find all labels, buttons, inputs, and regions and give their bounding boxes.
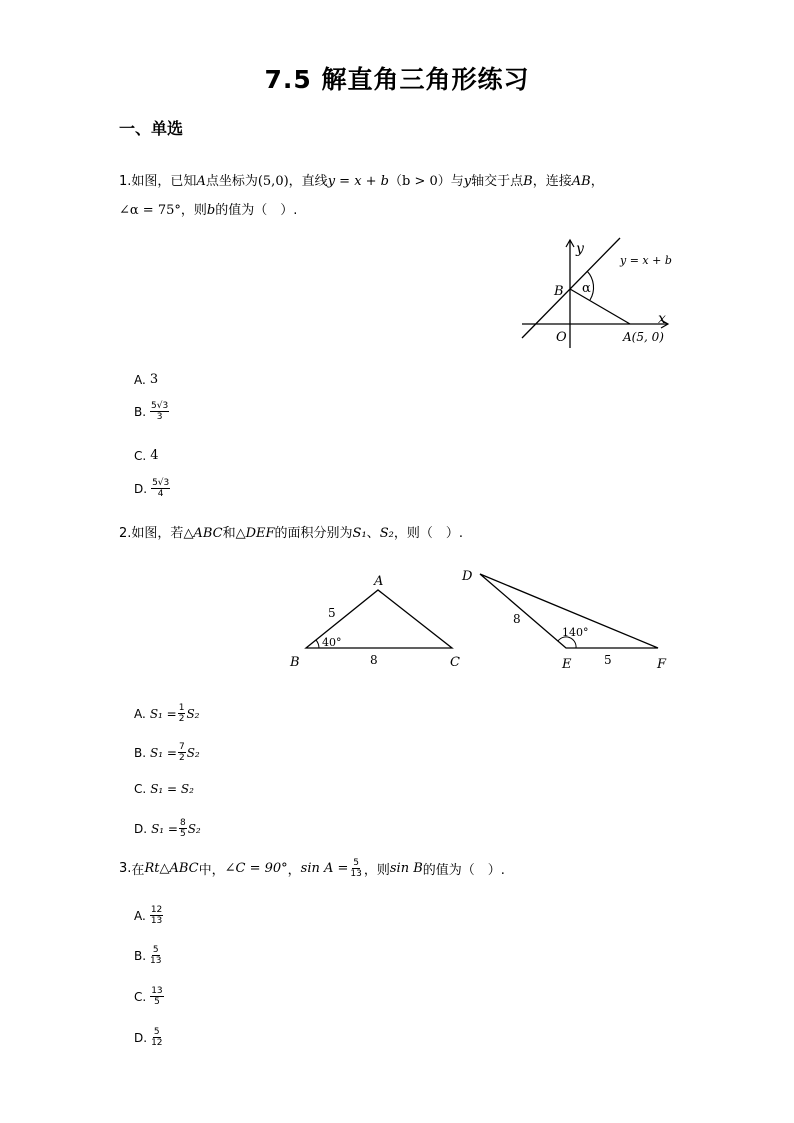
point-e-label: E <box>562 657 572 672</box>
option-label: D. <box>134 1030 148 1045</box>
s2: S₂ <box>379 526 394 541</box>
section-heading: 一、单选 <box>119 119 184 138</box>
text: 轴交于点 <box>471 174 524 189</box>
q2-option-b[interactable] <box>134 742 200 763</box>
point-b-label: B <box>554 284 564 299</box>
question-1-line-1: 1.如图，已知A点坐标为(5,0)，直线y = x + b（b > 0）与y轴交于点B，连接AB， <box>119 174 604 189</box>
side-bc-label: 8 <box>370 653 378 667</box>
line-y-x-b <box>522 238 620 338</box>
alpha-label: α <box>582 281 591 296</box>
q1-option-d[interactable] <box>134 478 170 499</box>
triangle-abc: △ABC <box>183 526 223 541</box>
separator: 、 <box>366 526 380 541</box>
numerator: 12 <box>150 905 163 915</box>
option-label: A. <box>134 706 146 721</box>
numerator: 7 <box>178 742 185 752</box>
angle-condition: ∠α = 75° <box>119 203 181 218</box>
text: 和 <box>222 526 236 541</box>
q2-option-d[interactable] <box>134 818 201 839</box>
side-de-label: 8 <box>513 612 521 626</box>
lhs: S₁ = <box>151 821 178 836</box>
text: 在 <box>131 863 145 878</box>
text: 如图，已知 <box>131 174 197 189</box>
numerator: 5√3 <box>152 478 170 488</box>
numerator: 13 <box>151 986 163 996</box>
text: 点坐标为 <box>205 174 258 189</box>
numerator: 8 <box>179 818 186 828</box>
question-3-text: 3 . 在 Rt△ABC 中， ∠C = 90° ， sin A = $\frac{5}{13}$ ，则 sin B 的值为（ ）. <box>119 858 505 879</box>
fraction <box>150 945 161 966</box>
origin-label: O <box>556 330 567 345</box>
option-label: C. <box>134 989 147 1004</box>
lhs: S₁ = S₂ <box>150 782 194 796</box>
text: ，则（ ）. <box>393 526 463 541</box>
side-ef-label: 5 <box>604 653 612 667</box>
fraction <box>150 401 169 422</box>
denominator: 2 <box>178 714 185 724</box>
fraction <box>150 905 163 926</box>
text: ，则 <box>363 863 390 878</box>
question-2-figure <box>280 562 680 674</box>
y-variable: y <box>463 174 472 189</box>
angle-e-label: 140° <box>562 626 589 639</box>
text: 与 <box>450 174 464 189</box>
option-label: D. <box>134 481 148 496</box>
option-value: 3 <box>149 372 159 387</box>
coordinate: (5,0) <box>257 174 289 189</box>
page-title: 7.5 解直角三角形练习 <box>264 65 530 94</box>
condition: （b > 0） <box>389 174 451 189</box>
text: ，则 <box>180 203 207 218</box>
text: ， <box>287 863 301 878</box>
question-number: 1 <box>119 174 128 189</box>
denominator: 13 <box>350 869 362 879</box>
fraction <box>179 818 187 839</box>
angle-condition: ∠C = 90° <box>224 861 288 876</box>
numerator: 1 <box>178 703 185 713</box>
point-b: B <box>523 174 533 189</box>
y-axis-label: y <box>576 241 584 257</box>
point-a-label: A <box>374 574 384 589</box>
text: 如图，若 <box>131 526 184 541</box>
text: ，连接 <box>532 174 572 189</box>
s1: S₁ <box>352 526 367 541</box>
side-ab-label: 5 <box>328 606 336 620</box>
denominator: 5 <box>154 997 160 1007</box>
fraction <box>151 478 170 499</box>
option-label: B. <box>134 404 147 419</box>
option-label: A. <box>134 908 146 923</box>
text: 中， <box>198 863 225 878</box>
option-label: A. <box>134 372 146 387</box>
segment: AB <box>571 174 591 189</box>
triangle-def: △DEF <box>235 526 275 541</box>
angle-b-arc <box>316 640 319 648</box>
point-c-label: C <box>450 655 460 670</box>
q1-option-b[interactable] <box>134 401 169 422</box>
question-number: 2 <box>119 526 128 541</box>
denominator: 13 <box>150 956 162 966</box>
question-1-figure <box>518 232 678 350</box>
point-a: A <box>196 174 206 189</box>
numerator: 5√3 <box>151 401 169 411</box>
question-2-text: 2.如图，若△ABC和△DEF的面积分别为S₁、S₂，则（ ）. <box>119 526 463 541</box>
lhs: S₁ = <box>150 745 177 760</box>
line-label: y = x + b <box>620 254 672 267</box>
lhs: S₁ = <box>149 706 177 721</box>
x-axis-label: x <box>658 311 666 327</box>
denominator: 5 <box>179 829 186 839</box>
numerator: 5 <box>152 945 159 955</box>
fraction <box>178 742 186 763</box>
q3-option-c[interactable] <box>134 986 164 1007</box>
denominator: 2 <box>178 753 185 763</box>
point-a-label: A(5, 0) <box>623 330 664 344</box>
option-label: D. <box>134 821 148 836</box>
fraction <box>178 703 186 724</box>
option-label: B. <box>134 948 147 963</box>
point-f-label: F <box>657 657 667 672</box>
rhs: S₂ <box>186 706 200 721</box>
denominator: 13 <box>150 916 163 926</box>
question-number: 3 <box>119 861 128 876</box>
text: 的面积分别为 <box>274 526 353 541</box>
q1-option-a[interactable] <box>134 372 158 387</box>
rhs: S₂ <box>186 745 200 760</box>
option-label: B. <box>134 745 147 760</box>
text: ， <box>590 174 604 189</box>
q3-option-a[interactable] <box>134 905 163 926</box>
numerator: 5 <box>353 858 359 868</box>
line-equation: y = x + b <box>327 174 389 189</box>
option-label: C. <box>134 782 147 796</box>
text: 的值为（ ）. <box>422 863 505 878</box>
question-1-line-2 <box>119 199 297 218</box>
q2-option-a[interactable] <box>134 703 199 724</box>
b-variable: b <box>206 203 216 218</box>
point-b-label: B <box>290 655 300 670</box>
q3-option-d[interactable] <box>134 1027 163 1048</box>
q2-option-c[interactable] <box>134 782 194 796</box>
angle-b-label: 40° <box>322 636 342 649</box>
q1-option-c[interactable] <box>134 448 158 463</box>
fraction <box>150 986 163 1007</box>
option-value: 4 <box>150 448 159 463</box>
denominator: 4 <box>157 489 164 499</box>
q3-option-b[interactable] <box>134 945 162 966</box>
segment-ab <box>570 289 630 324</box>
text: 的值为（ ）. <box>215 203 298 218</box>
sin-b: sin B <box>389 861 423 876</box>
denominator: 12 <box>151 1038 163 1048</box>
numerator: 5 <box>153 1027 160 1037</box>
rhs: S₂ <box>187 821 201 836</box>
text: ，直线 <box>288 174 328 189</box>
fraction <box>350 858 361 879</box>
sin-a: sin A = <box>300 861 349 876</box>
denominator: 3 <box>156 412 163 422</box>
option-label: C. <box>134 448 147 463</box>
point-d-label: D <box>462 569 473 584</box>
fraction <box>151 1027 162 1048</box>
triangle: Rt△ABC <box>144 861 199 876</box>
